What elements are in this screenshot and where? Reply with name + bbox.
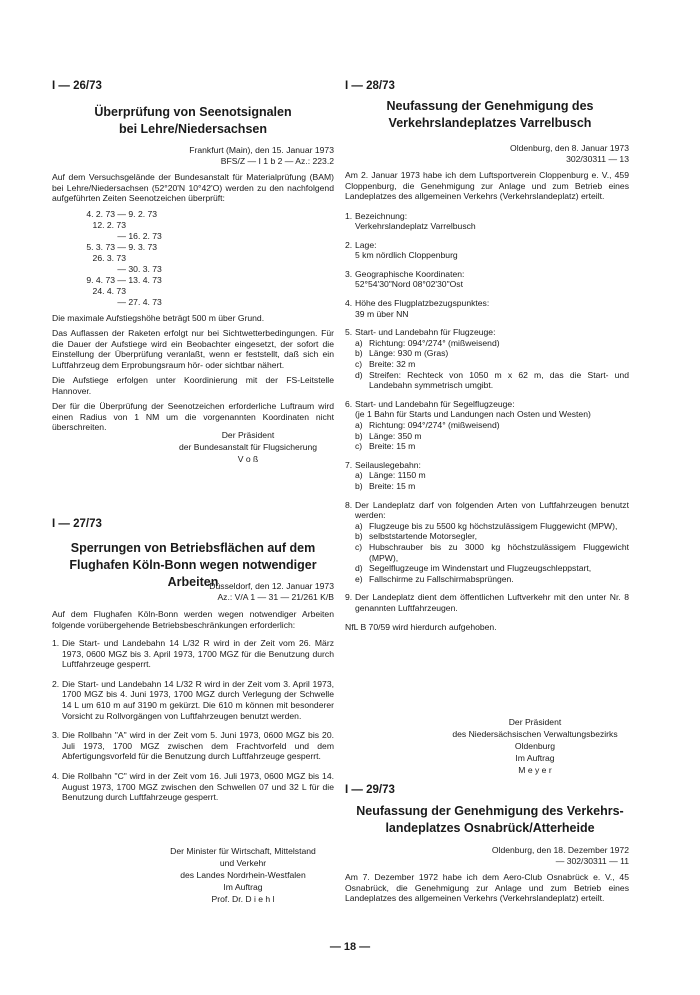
section-title-29-73 xyxy=(345,803,635,837)
sub-item: b) Länge: 930 m (Gras) xyxy=(355,348,449,359)
signature-block-27-73 xyxy=(152,845,334,905)
date-row: 24. 4. 73 — 27. 4. 73 xyxy=(92,285,162,307)
reference-number: 302/30311 — 13 xyxy=(566,154,629,164)
signature-block-28-73 xyxy=(440,716,630,776)
item-heading: Der Landeplatz darf von folgenden Arten von Luftfahrzeugen benutzt werden: xyxy=(355,499,629,521)
paragraph: Der für die Überprüfung der Seenotzeichen erforderliche Luftraum wird einen Radius von 1 NM um die vorgenannten Koordinaten nicht überschreiten. xyxy=(52,401,334,432)
date-row: 12. 2. 73 — 16. 2. 73 xyxy=(92,219,162,241)
signature-line: Im Auftrag xyxy=(515,753,555,763)
sub-item: b) Breite: 15 m xyxy=(355,480,416,491)
date-row: 26. 3. 73 — 30. 3. 73 xyxy=(92,252,162,274)
signature-line: des Landes Nordrhein-Westfalen xyxy=(180,870,306,880)
signature-name: Prof. Dr. D i e h l xyxy=(211,894,275,904)
section-title-26-73 xyxy=(52,104,334,138)
list-item: 6. Start- und Landebahn für Segelflugzeuge: (je 1 Bahn für Starts und Landungen nach Osten und Westen) a) Richtung: 094°/274° (mißweisend) b) Länge: 350 m c) Breite: 15 m xyxy=(345,399,629,452)
item-heading: Lage: xyxy=(355,239,377,250)
place-date-block xyxy=(52,145,334,167)
place-date-block xyxy=(345,143,629,165)
list-item: 7. Seilauslegebahn: a) Länge: 1150 m b) Breite: 15 m xyxy=(345,460,629,492)
intro-paragraph: Auf dem Flughafen Köln-Bonn werden wegen notwendiger Arbeiten folgende vorübergehende Betriebsbeschränkungen erforderlich: xyxy=(52,609,334,630)
sub-item: b) selbststartende Motorsegler, xyxy=(355,531,477,542)
paragraph: Die Aufstiege erfolgen unter Koordinierung mit der FS-Leitstelle Hannover. xyxy=(52,375,334,396)
list-item: 9. Der Landeplatz dient dem öffentlichen Luftverkehr mit den unter Nr. 8 genannten Luftfahrzeugen. xyxy=(345,592,629,613)
date-row: 4. 2. 73 — 9. 2. 73 xyxy=(86,208,158,219)
page-number: — 18 — xyxy=(329,941,371,953)
signature-line: Der Präsident xyxy=(221,430,275,440)
reference-number: BFS/Z — I 1 b 2 — Az.: 223.2 xyxy=(220,156,334,166)
section-title-28-73 xyxy=(345,98,635,132)
title-line: Neufassung der Genehmigung des xyxy=(386,99,594,113)
title-line: Neufassung der Genehmigung des Verkehrs- xyxy=(356,804,624,818)
signature-name: V o ß xyxy=(237,454,259,464)
signature-line: Im Auftrag xyxy=(223,882,263,892)
sub-item: c) Hubschrauber bis zu 3000 kg höchstzulässigem Fluggewicht (MPW), xyxy=(355,541,629,563)
item-value: 39 m über NN xyxy=(355,308,409,319)
item-value: Verkehrslandeplatz Varrelbusch xyxy=(355,221,476,232)
sub-item: c) Breite: 32 m xyxy=(355,359,416,370)
item-heading: Höhe des Flugplatzbezugspunktes: xyxy=(355,298,490,309)
place-date: Oldenburg, den 18. Dezember 1972 xyxy=(491,845,629,855)
body-26-73 xyxy=(52,172,334,438)
sub-item: c) Breite: 15 m xyxy=(355,441,416,452)
section-code-29-73: I — 29/73 xyxy=(345,784,395,796)
paragraph: Die maximale Aufstiegshöhe beträgt 500 m über Grund. xyxy=(52,312,265,323)
place-date: Frankfurt (Main), den 15. Januar 1973 xyxy=(189,145,334,155)
sub-item: a) Richtung: 094°/274° (mißweisend) xyxy=(355,337,500,348)
item-heading: Start- und Landebahn für Flugzeuge: xyxy=(355,327,496,338)
list-item: 8. Der Landeplatz darf von folgenden Arten von Luftfahrzeugen benutzt werden: a) Flugzeuge bis zu 5500 kg höchstzulässigem Fluggewicht (MPW), b) selbststartende Motorsegler, c) Hubschrauber bis zu 3000 kg höchstzulässigem Fluggewicht (MPW), d) Segelflugzeuge im Windenstart und Flugzeugschleppstart, e) Fallschirme zu Fallschirmabsprüngen. xyxy=(345,499,629,584)
title-line: Sperrungen von Betriebsflächen auf dem xyxy=(70,541,316,555)
place-date-block xyxy=(52,581,334,603)
reference-number: — 302/30311 — 11 xyxy=(555,856,629,866)
sub-item: a) Flugzeuge bis zu 5500 kg höchstzulässigem Fluggewicht (MPW), xyxy=(355,520,618,531)
signature-line: und Verkehr xyxy=(219,858,267,868)
date-row: 5. 3. 73 — 9. 3. 73 xyxy=(86,241,158,252)
list-item: 4. Die Rollbahn "C" wird in der Zeit vom 16. Juli 1973, 0600 MGZ bis 14. August 1973, 1700 MGZ zwischen den Schwellen 07 und 32 L für die Benutzung durch Luftfahrzeuge gesperrt. xyxy=(52,770,334,803)
section-code-28-73: I — 28/73 xyxy=(345,80,395,92)
list-item: 5. Start- und Landebahn für Flugzeuge: a) Richtung: 094°/274° (mißweisend) b) Länge: 930 m (Gras) c) Breite: 32 m d) Streifen: Rechteck von 1050 m x 62 m, das die Start- und Landebahn symmetrisch umgibt. xyxy=(345,327,629,391)
item-value: 5 km nördlich Cloppenburg xyxy=(355,250,458,261)
item-heading: Start- und Landebahn für Segelflugzeuge: xyxy=(355,398,515,409)
title-line: bei Lehre/Niedersachsen xyxy=(119,122,267,136)
date-row: 9. 4. 73 — 13. 4. 73 xyxy=(86,274,162,285)
signature-line: Der Minister für Wirtschaft, Mittelstand xyxy=(170,846,316,856)
section-code-26-73: I — 26/73 xyxy=(52,80,102,92)
body-28-73 xyxy=(345,170,629,637)
signature-line: Der Präsident xyxy=(508,717,562,727)
sub-item: b) Länge: 350 m xyxy=(355,430,422,441)
list-item: 2. Die Start- und Landebahn 14 L/32 R wird in der Zeit vom 3. April 1973, 1700 MGZ bis 4. Juni 1973, 1700 MGZ durch Verlegung der Schwelle 14 L um 610 m auf 3190 m gekürzt. Die 610 m können mit besonderer Vorsicht zu Rollvorgängen von Luftfahrzeugen benutzt werden. xyxy=(52,678,334,721)
title-line: Überprüfung von Seenotsignalen xyxy=(94,105,292,119)
body-27-73 xyxy=(52,609,334,808)
list-item: 1. Die Start- und Landebahn 14 L/32 R wird in der Zeit vom 26. März 1973, 0600 MGZ bis 3. April 1973, 1700 MGZ für die Benutzung durch Luftfahrzeuge gesperrt. xyxy=(52,638,334,670)
signature-block-26-73 xyxy=(162,429,334,465)
item-value: 52°54'30"Nord 08°02'30"Ost xyxy=(355,279,463,290)
signature-line: des Niedersächsischen Verwaltungsbezirks xyxy=(452,729,618,739)
signature-name: M e y e r xyxy=(518,765,552,775)
body-29-73 xyxy=(345,872,629,909)
place-date-block xyxy=(345,845,629,867)
reference-number: Az.: V/A 1 — 31 — 21/261 K/B xyxy=(217,592,334,602)
list-item: 3. Die Rollbahn "A" wird in der Zeit vom 5. Juni 1973, 0600 MGZ bis 20. Juli 1973, 1700 MGZ zwischen dem Frachtvorfeld und dem Abfertigungsvorfeld für die Benutzung durch Luftfahrzeuge gesperrt. xyxy=(52,730,334,762)
item-heading: Bezeichnung: xyxy=(355,210,408,221)
place-date: Düsseldorf, den 12. Januar 1973 xyxy=(209,581,334,591)
list-item: 2. Lage: 5 km nördlich Cloppenburg xyxy=(345,239,458,261)
signature-line: Oldenburg xyxy=(514,741,556,751)
paragraph: Das Auflassen der Raketen erfolgt nur bei Sichtwetterbedingungen. Für die Dauer der Aufstiege wird ein Beobachter eingesetzt, der sofort die Einstellung der Überprüfung veranlaßt, wenn er feststellt, daß sich ein Luftfahrzeug dem Erprobungsraum hör- oder sichtbar nähert. xyxy=(52,328,334,370)
signature-line: der Bundesanstalt für Flugsicherung xyxy=(178,442,318,452)
intro-paragraph: Am 2. Januar 1973 habe ich dem Luftsportverein Cloppenburg e. V., 459 Cloppenburg, die Genehmigung zur Anlage und zum Betrieb eines Landeplatzes des allgemeinen Verkehrs (Verkehrslandeplatz) erteilt. xyxy=(345,170,629,201)
section-code-27-73: I — 27/73 xyxy=(52,518,102,530)
item-heading: (je 1 Bahn für Starts und Landungen nach Osten und Westen) xyxy=(355,409,591,420)
sub-item: e) Fallschirme zu Fallschirmabsprüngen. xyxy=(355,573,514,584)
sub-item: d) Segelflugzeuge im Windenstart und Flugzeugschleppstart, xyxy=(355,563,592,574)
item-heading: Seilauslegebahn: xyxy=(355,459,421,470)
item-heading: Geographische Koordinaten: xyxy=(355,268,465,279)
date-list xyxy=(82,209,334,308)
sub-item: a) Richtung: 094°/274° (mißweisend) xyxy=(355,420,500,430)
list-item: 4. Höhe des Flugplatzbezugspunktes: 39 m über NN xyxy=(345,298,490,319)
sub-item: a) Länge: 1150 m xyxy=(355,470,426,481)
list-item: 3. Geographische Koordinaten: 52°54'30"Nord 08°02'30"Ost xyxy=(345,268,465,290)
title-line: landeplatzes Osnabrück/Atterheide xyxy=(385,821,595,835)
paragraph: NfL B 70/59 wird hierdurch aufgehoben. xyxy=(345,621,497,632)
intro-paragraph: Auf dem Versuchsgelände der Bundesanstalt für Materialprüfung (BAM) bei Lehre/Niedersachsen (52°20'N 10°42'O) werden zu den nachfolgend aufgeführten Zeiten Seenotzeichen überprüft: xyxy=(52,172,334,203)
intro-paragraph: Am 7. Dezember 1972 habe ich dem Aero-Club Osnabrück e. V., 45 Osnabrück, die Genehmigung zur Anlage und zum Betrieb eines Landeplatzes des allgemeinen Verkehrs (Verkehrslandeplatz) erteilt. xyxy=(345,872,629,903)
title-line: Verkehrslandeplatzes Varrelbusch xyxy=(388,116,592,130)
place-date: Oldenburg, den 8. Januar 1973 xyxy=(510,143,629,153)
list-item: 1. Bezeichnung: Verkehrslandeplatz Varrelbusch xyxy=(345,210,476,232)
sub-item: d) Streifen: Rechteck von 1050 m x 62 m, das die Start- und Landebahn symmetrisch umgibt. xyxy=(355,369,629,391)
title-line: Flughafen Köln-Bonn wegen notwendiger Arbeiten xyxy=(69,558,317,589)
